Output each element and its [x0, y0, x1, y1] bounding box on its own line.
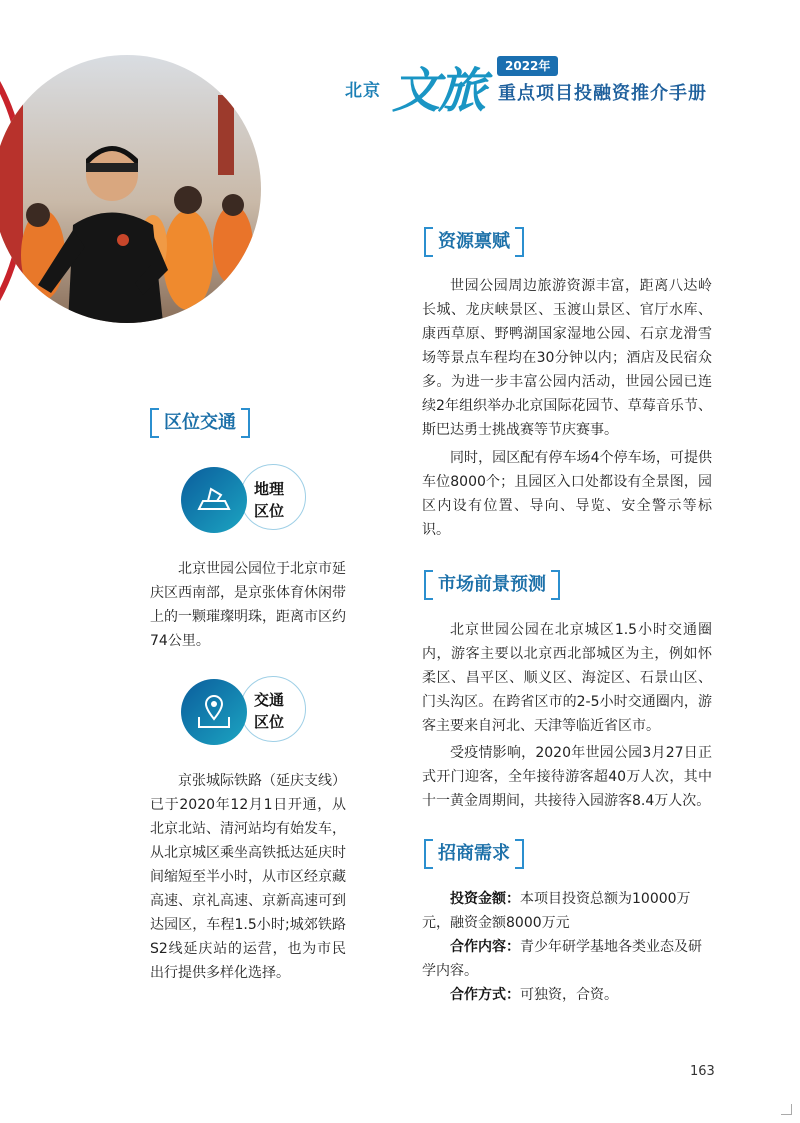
page-corner-mark [781, 1104, 792, 1115]
traffic-circle [181, 679, 247, 745]
section-title-resources: 资源禀赋 [424, 227, 524, 257]
geo-label: 地理 区位 [254, 480, 285, 520]
geo-circle [181, 467, 247, 533]
section-title-location: 区位交通 [150, 408, 250, 438]
traffic-label: 交通 区位 [254, 691, 285, 731]
section-title-investment: 招商需求 [424, 839, 524, 869]
investment-amount: 投资金额：本项目投资总额为10000万元，融资金额8000万元 [422, 891, 691, 931]
map-marker-icon [181, 467, 247, 533]
location-pin-map-icon [181, 679, 247, 745]
investment-mode: 合作方式：可独资，合资。 [450, 987, 618, 1003]
market-paragraph-1: 北京世园公园在北京城区1.5小时交通圈内，游客主要以北京西北部城区为主，例如怀柔区、昌平区、顺义区、海淀区、石景山区、门头沟区。在跨省区市的2-5小时交通圈内，游客主要来自河北、天津等临近省区市。 [422, 622, 712, 734]
header-subtitle: 重点项目投融资推介手册 [498, 83, 707, 104]
resources-paragraph-1: 世园公园周边旅游资源丰富，距离八达岭长城、龙庆峡景区、玉渡山景区、官厅水库、康西草原、野鸭湖国家湿地公园、石京龙滑雪场等景点车程均在30分钟以内；酒店及民宿众多。为进一步丰富公园内活动，世园公园已连续2年组织举办北京国际花园节、草莓音乐节、斯巴达勇士挑战赛等节庆赛事。 [422, 278, 712, 438]
geo-paragraph: 北京世园公园位于北京市延庆区西南部，是京张体育休闲带上的一颗璀璨明珠，距离市区约74公里。 [150, 561, 346, 649]
runner-photo [0, 55, 261, 323]
section-title-market: 市场前景预测 [424, 570, 560, 600]
market-paragraph-2: 受疫情影响，2020年世园公园3月27日正式开门迎客，全年接待游客超40万人次，其中十一黄金周期间，共接待入园游客8.4万人次。 [422, 745, 712, 809]
header-year-badge: 2022年 [497, 56, 558, 76]
page-number: 163 [690, 1064, 715, 1079]
header-wenlv-calligraphy: 文旅 [392, 63, 485, 119]
header-beijing: 北京 [345, 81, 381, 101]
traffic-paragraph: 京张城际铁路（延庆支线）已于2020年12月1日开通，从北京北站、清河站均有始发车，从北京城区乘坐高铁抵达延庆时间缩短至半小时，从市区经京藏高速、京礼高速、京新高速可到达园区，车程1.5小时;城郊铁路S2线延庆站的运营，也为市民出行提供多样化选择。 [150, 773, 346, 981]
resources-paragraph-2: 同时，园区配有停车场4个停车场，可提供车位8000个；且园区入口处都设有全景图，园区内设有位置、导向、导览、安全警示等标识。 [422, 450, 712, 538]
investment-content: 合作内容：青少年研学基地各类业态及研学内容。 [422, 939, 702, 979]
